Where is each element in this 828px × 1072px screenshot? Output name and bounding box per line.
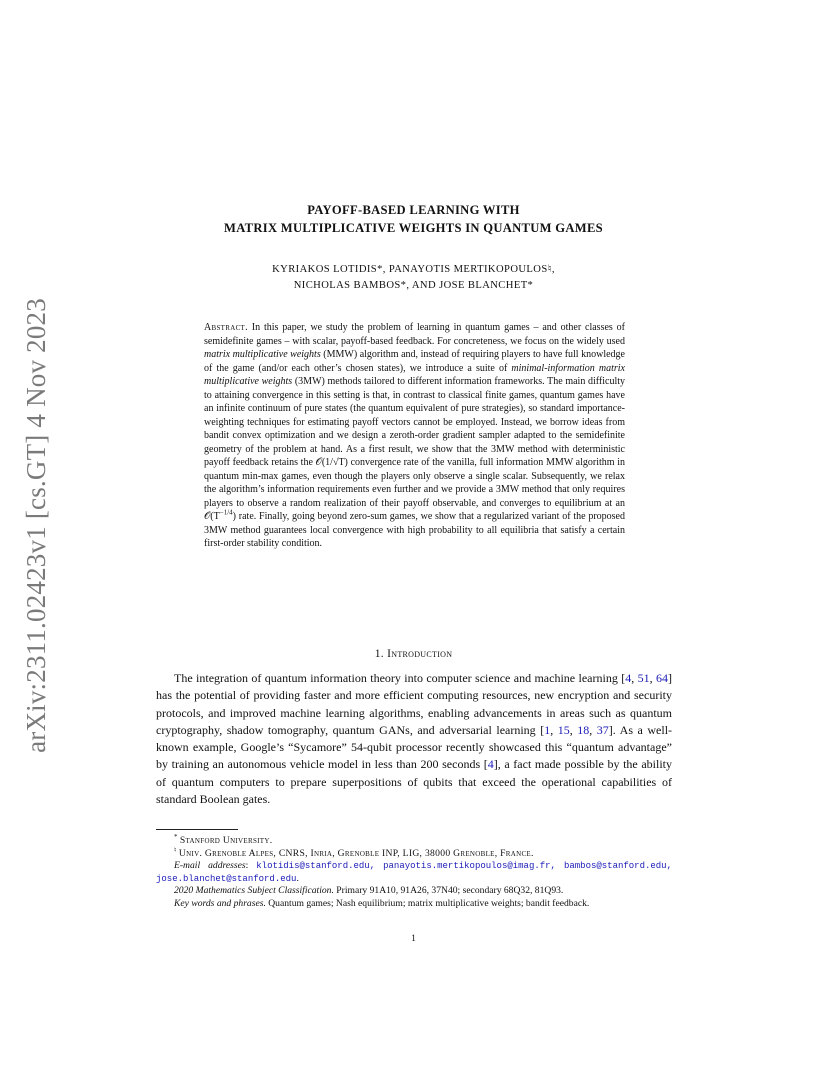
intro-text: ]. As a well-known example, Google’s “Sycamore” 54-qubit processor recently showcased this “quantum advantage” by training an autonomous vehicle model in less than 200 seconds [ <box>156 722 673 772</box>
intro-text: , <box>569 722 578 737</box>
footnote-mark: ♮ <box>174 845 177 854</box>
intro-text: The integration of quantum information theory into computer science and machine learning [ <box>174 671 626 685</box>
section-title-text: Introduction <box>387 648 453 660</box>
abstract-emphasis-2: minimal-information matrix multiplicative weights <box>204 362 625 387</box>
citation-link[interactable]: 1 <box>544 722 551 737</box>
msc-text: Primary 91A10, 91A26, 37N40; secondary 68Q32, 81Q93. <box>333 885 564 897</box>
abstract-label: Abstract. <box>204 322 248 333</box>
section-number: 1. <box>374 648 384 660</box>
footnote-emails: E-mail addresses: klotidis@stanford.edu, panayotis.mertikopoulos@imag.fr, bambos@stanford.edu, jose.blanchet@stanford.edu. <box>156 860 672 884</box>
footnotes <box>156 832 672 911</box>
intro-text: ], a fact made possible by the ability of quantum computers to prepare superpositions of qubits that exceed the operational capabilities of standard Boolean gates. <box>156 757 673 807</box>
title-line-1: PAYOFF-BASED LEARNING WITH <box>307 203 520 217</box>
author-list <box>155 262 672 294</box>
title-line-2: MATRIX MULTIPLICATIVE WEIGHTS IN QUANTUM GAMES <box>224 221 603 235</box>
arxiv-identifier-stamp <box>14 290 58 760</box>
email-link[interactable]: bambos@stanford.edu, <box>563 861 672 872</box>
email-link[interactable]: panayotis.mertikopoulos@imag.fr, <box>383 861 556 872</box>
abstract-text-1: In this paper, we study the problem of learning in quantum games – and other classes of semidefinite games – with scalar, payoff-based feedback. For concreteness, we focus on the widely used <box>204 322 625 347</box>
footnote-rule <box>156 829 238 830</box>
citation-link[interactable]: 37 <box>596 722 609 737</box>
footnote-affiliation-2 <box>156 845 672 861</box>
citation-link[interactable]: 51 <box>637 671 650 685</box>
page-number: 1 <box>411 933 416 944</box>
abstract-text-4: ) rate. Finally, going beyond zero-sum games, we show that a regularized variant of the proposed 3MW method guarantees local convergence with high probability to all equilibria that satisfy a certain first-order stability condition. <box>204 511 625 549</box>
keywords-label: Key words and phrases. <box>174 897 266 909</box>
intro-text: , <box>550 722 558 737</box>
abstract <box>204 321 625 551</box>
intro-text: , <box>589 722 597 737</box>
paper-title <box>155 201 672 237</box>
introduction-paragraph <box>156 670 672 808</box>
intro-text: , <box>649 671 656 685</box>
intro-text: ] has the potential of providing faster and more efficient computing resources, new encryption and security protocols, and improved machine learning algorithms, enabling advancements in areas such as quantum cryptography, shadow tomography, quantum GANs, and adversarial learning [ <box>156 671 672 737</box>
citation-link[interactable]: 15 <box>557 722 570 737</box>
section-heading <box>155 648 672 660</box>
footnote-keywords <box>156 898 672 911</box>
keywords-text: Quantum games; Nash equilibrium; matrix multiplicative weights; bandit feedback. <box>265 897 590 909</box>
email-label: E-mail addresses <box>174 860 246 872</box>
footnote-text: Stanford University. <box>179 835 273 846</box>
msc-label: 2020 Mathematics Subject Classification. <box>174 885 334 897</box>
citation-link[interactable]: 18 <box>577 722 590 737</box>
citation-link[interactable]: 4 <box>487 757 494 772</box>
abstract-text-2: (MMW) algorithm and, instead of requiring players to have full knowledge of the game (and/or each other’s chosen states), we introduce a suite of <box>204 349 625 374</box>
email-link[interactable]: jose.blanchet@stanford.edu <box>156 873 297 884</box>
footnote-text: Univ. Grenoble Alpes, CNRS, Inria, Grenoble INP, LIG, 38000 Grenoble, France. <box>178 847 534 859</box>
email-link[interactable]: klotidis@stanford.edu, <box>256 861 376 872</box>
intro-text: , <box>631 671 638 685</box>
citation-link[interactable]: 64 <box>656 671 668 685</box>
footnote-mark: * <box>174 832 178 841</box>
authors-line-2: NICHOLAS BAMBOS*, AND JOSE BLANCHET* <box>293 280 534 291</box>
authors-line-1: KYRIAKOS LOTIDIS*, PANAYOTIS MERTIKOPOULOS♮, <box>272 264 555 275</box>
abstract-text-3: (3MW) methods tailored to different information frameworks. The main difficulty to attaining convergence in this setting is that, in contrast to classical finite games, quantum games have an infinite continuum of pure states (the quantum equivalent of pure strategies), so standard importance-weighting techniques for estimating payoff vectors cannot be employed. Instead, we borrow ideas from bandit convex optimization and we design a zeroth-order gradient sampler adapted to the semidefinite geometry of the problem at hand. As a first result, we show that the 3MW method with deterministic payoff feedback retains the 𝒪(1/√T) convergence rate of the vanilla, full information MMW algorithm in quantum min-max games, even though the players only observe a single scalar. Subsequently, we relax the algorithm’s information requirements even further and we provide a 3MW method that only requires players to observe a random realization of their payoff observable, and converges to equilibrium at an 𝒪(T <box>204 376 625 522</box>
citation-link[interactable]: 4 <box>625 671 632 685</box>
abstract-emphasis-1: matrix multiplicative weights <box>204 349 321 360</box>
abstract-exponent: −1/4 <box>219 508 233 517</box>
arxiv-identifier-text: arXiv:2311.02423v1 [cs.GT] 4 Nov 2023 <box>20 297 51 753</box>
footnote-affiliation-1 <box>156 832 672 848</box>
footnote-msc <box>156 885 672 898</box>
